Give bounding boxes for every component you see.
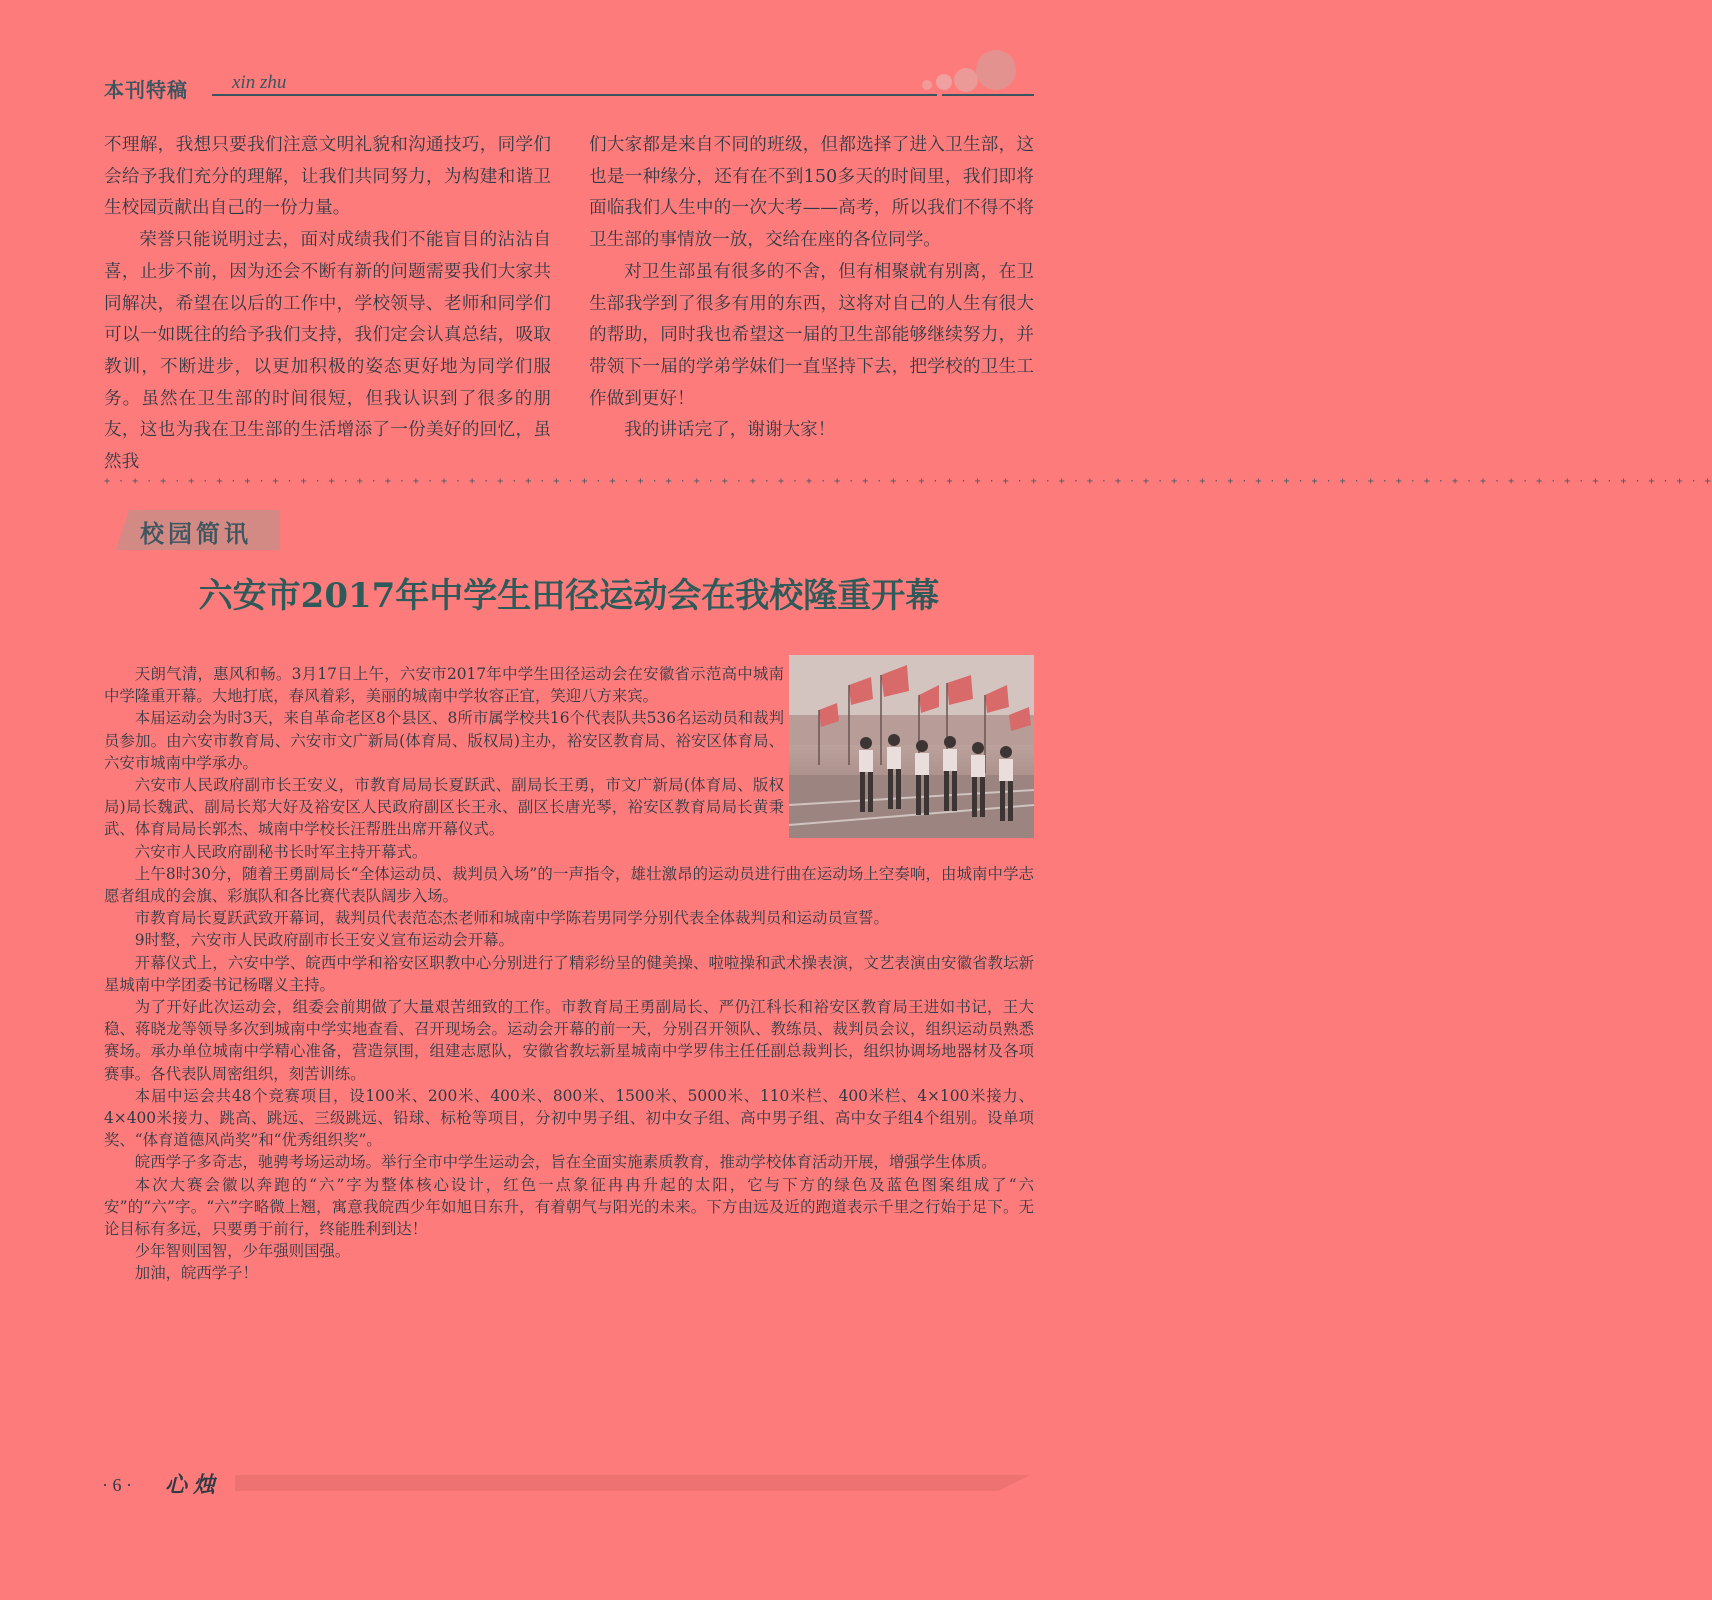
page-number: · 6 ·: [102, 1475, 132, 1495]
article-paragraph: 开幕仪式上，六安中学、皖西中学和裕安区职教中心分别进行了精彩纷呈的健美操、啦啦操和武术操表演，文艺表演由安徽省教坛新星城南中学团委书记杨曙义主持。: [104, 953, 1034, 994]
speech-paragraph: 荣誉只能说明过去，面对成绩我们不能盲目的沾沾自喜，止步不前，因为还会不断有新的问题需要我们大家共同解决，希望在以后的工作中，学校领导、老师和同学们可以一如既往的给予我们支持，我们定会认真总结，吸取教训，不断进步，以更加积极的姿态更好地为同学们服务。虽然在卫生部的时间很短，但我认识到了很多的朋友，这也为我在卫生部的生活增添了一份美好的回忆，虽然我: [104, 230, 551, 473]
article-paragraph: 六安市人民政府副秘书长时军主持开幕式。: [134, 842, 428, 861]
column-pinyin: xin zhu: [232, 72, 287, 93]
article-body: [104, 663, 1034, 1285]
speech-right-column: [589, 130, 1034, 447]
speech-paragraph: 我的讲话完了，谢谢大家！: [624, 420, 836, 441]
decor-circle-medium: [936, 74, 952, 90]
article-paragraph: 本届中运会共48个竞赛项目，设100米、200米、400米、800米、1500米、5000米、110米栏、400米栏、4×100米接力、4×400米接力、跳高、跳远、三级跳远、铅球、标枪等项目，分初中男子组、初中女子组、高中男子组、高中女子组4个组别。设单项奖、“体育道德风尚奖”和“优秀组织奖”。: [104, 1086, 1034, 1150]
article-paragraph: 上午8时30分，随着王勇副局长“全体运动员、裁判员入场”的一声指令，雄壮激昂的运动员进行曲在运动场上空奏响，由城南中学志愿者组成的会旗、彩旗队和各比赛代表队阔步入场。: [104, 864, 1034, 906]
article-paragraph: 本次大赛会徽以奔跑的“六”字为整体核心设计，红色一点象征冉冉升起的太阳，它与下方的绿色及蓝色图案组成了“六安”的“六”字。“六”字略微上翘，寓意我皖西少年如旭日东升，有着朝气与阳光的未来。下方由远及近的跑道表示千里之行始于足下。无论目标有多远，只要勇于前行，终能胜利到达！: [104, 1175, 1034, 1239]
decor-circle-xlarge: [976, 50, 1016, 90]
article-paragraph: 本届运动会为时3天，来自革命老区8个县区、8所市属学校共16个代表队共536名运动员和裁判员参加。由六安市教育局、六安市文广新局(体育局、版权局)主办，裕安区教育局、裕安区体育局、六安市城南中学承办。: [104, 709, 784, 772]
article-paragraph: 天朗气清，惠风和畅。3月17日上午，六安市2017年中学生田径运动会在安徽省示范高中城南中学隆重开幕。大地打底，春风着彩，美丽的城南中学妆容正宜，笑迎八方来宾。: [104, 665, 784, 706]
column-title: 本刊特稿: [104, 78, 188, 102]
magazine-name: 心烛: [165, 1472, 222, 1498]
article-headline: 六安市2017年中学生田径运动会在我校隆重开幕: [198, 576, 940, 616]
speech-paragraph: 们大家都是来自不同的班级，但都选择了进入卫生部，这也是一种缘分，还有在不到150多天的时间里，我们即将面临我们人生中的一次大考——高考，所以我们不得不将卫生部的事情放一放，交给在座的各位同学。: [589, 135, 1034, 251]
header-rule-right: [942, 94, 1034, 96]
footer-bar: [235, 1475, 1030, 1491]
speech-left-column: [104, 130, 551, 479]
speech-paragraph: 不理解，我想只要我们注意文明礼貌和沟通技巧，同学们会给予我们充分的理解，让我们共同努力，为构建和谐卫生校园贡献出自己的一份力量。: [104, 135, 551, 219]
header-rule: [212, 94, 937, 96]
section-divider: + · + · + · + · + · + · + · + · + · + · + · + · + · + · + · + · + · + · + · + · + · + · + · + · + · + · + · + · + · + · + · + · + · + · + · + · + · + · + · + · + · + · + · + · + · + · + · + · + · + · + · + · + · + · + · + · + · +: [104, 476, 1712, 487]
section-label: 校园简讯: [140, 520, 252, 548]
decor-circle-small: [922, 80, 932, 90]
decor-circle-large: [954, 68, 978, 92]
article-paragraph: 加油，皖西学子！: [134, 1264, 258, 1283]
article-paragraph: 皖西学子多奇志，驰骋考场运动场。举行全市中学生运动会，旨在全面实施素质教育，推动学校体育活动开展，增强学生体质。: [134, 1153, 997, 1172]
article-paragraph: 少年智则国智，少年强则国强。: [134, 1242, 351, 1261]
article-paragraph: 9时整，六安市人民政府副市长王安义宣布运动会开幕。: [134, 931, 514, 950]
article-paragraph: 市教育局长夏跃武致开幕词，裁判员代表范态杰老师和城南中学陈若男同学分别代表全体裁判员和运动员宣誓。: [134, 909, 889, 928]
article-paragraph: 为了开好此次运动会，组委会前期做了大量艰苦细致的工作。市教育局王勇副局长、严仍江科长和裕安区教育局王进如书记，王大稳、蒋晓龙等领导多次到城南中学实地查看、召开现场会。运动会开幕的前一天，分别召开领队、教练员、裁判员会议，组织运动员熟悉赛场。承办单位城南中学精心准备，营造氛围，组建志愿队，安徽省教坛新星城南中学罗伟主任任副总裁判长，组织协调场地器材及各项赛事。各代表队周密组织，刻苦训练。: [104, 998, 1034, 1083]
speech-paragraph: 对卫生部虽有很多的不舍，但有相聚就有别离，在卫生部我学到了很多有用的东西，这将对自己的人生有很大的帮助，同时我也希望这一届的卫生部能够继续努力，并带领下一届的学弟学妹们一直坚持下去，把学校的卫生工作做到更好！: [589, 261, 1034, 409]
page-header: [104, 66, 1034, 106]
article-paragraph: 六安市人民政府副市长王安义，市教育局局长夏跃武、副局长王勇，市文广新局(体育局、版权局)局长魏武、副局长郑大好及裕安区人民政府副区长王永、副区长唐光琴，裕安区教育局局长黄秉武、体育局局长郭杰、城南中学校长汪帮胜出席开幕仪式。: [104, 776, 784, 839]
